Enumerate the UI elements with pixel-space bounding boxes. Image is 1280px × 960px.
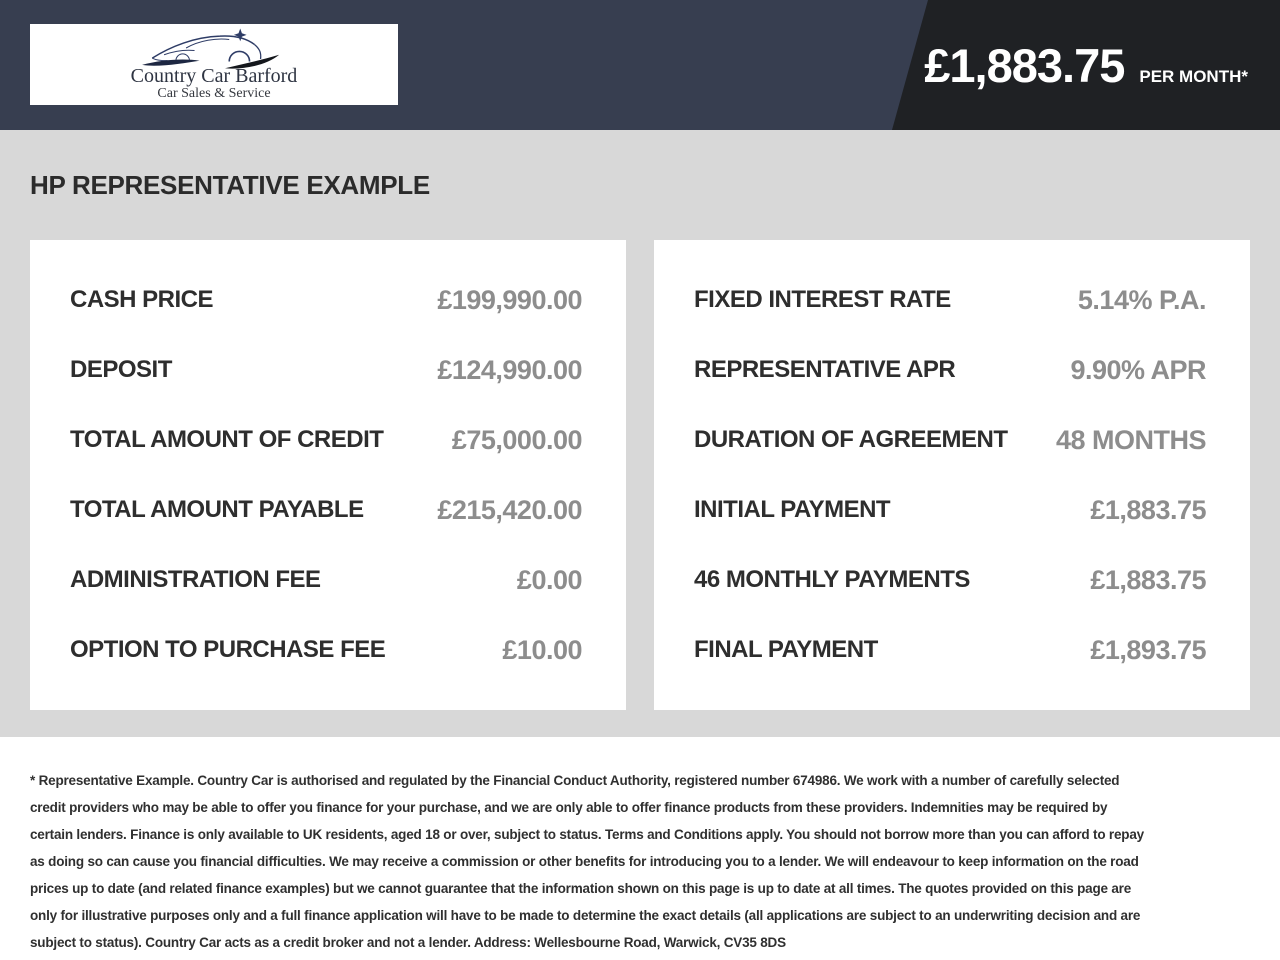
footer	[0, 737, 1280, 960]
row-value: 5.14% P.A.	[1077, 284, 1206, 315]
dealer-tagline: Car Sales & Service	[157, 86, 271, 101]
row-value: £0.00	[516, 564, 582, 595]
table-row	[654, 405, 1250, 475]
row-label: CASH PRICE	[70, 286, 214, 313]
representative-example-section	[0, 130, 1280, 737]
table-row	[30, 405, 626, 475]
monthly-price-suffix: PER MONTH*	[1139, 66, 1248, 86]
dealer-logo[interactable]	[30, 24, 398, 105]
table-row	[654, 475, 1250, 545]
row-label: REPRESENTATIVE APR	[694, 356, 956, 383]
finance-panel-right	[654, 240, 1250, 710]
row-value: £10.00	[502, 634, 582, 665]
row-value: 9.90% APR	[1070, 354, 1206, 385]
disclaimer-text: * Representative Example. Country Car is authorised and regulated by the Financial Conduct Authority, registered number 674986. We work with a number of carefully selected credit providers who may be able to offer you finance for your purchase, and we are only able to offer finance products from these providers. Indemnities may be required by certain lenders. Finance is only available to UK residents, aged 18 or over, subject to status. Terms and Conditions apply. You should not borrow more than you can afford to repay as doing so can cause you financial difficulties. We may receive a commission or other benefits for introducing you to a lender. We will endeavour to keep information on the road prices up to date (and related finance examples) but we cannot guarantee that the information shown on this page is up to date at all times. The quotes provided on this page are only for illustrative purposes only and a full finance application will have to be made to determine the exact details (all applications are subject to an underwriting decision and are subject to status). Country Car acts as a credit broker and not a lender. Address: Wellesbourne Road, Warwick, CV35 8DS	[30, 773, 1144, 950]
monthly-price-banner	[924, 0, 1248, 130]
table-row	[30, 265, 626, 335]
car-logo-icon	[129, 26, 299, 70]
table-row	[30, 615, 626, 685]
monthly-price: £1,883.75	[924, 38, 1125, 92]
page-title: HP REPRESENTATIVE EXAMPLE	[30, 170, 430, 200]
row-value: £1,883.75	[1090, 494, 1206, 525]
row-label: INITIAL PAYMENT	[694, 496, 891, 523]
row-label: 46 MONTHLY PAYMENTS	[694, 566, 970, 593]
row-label: FIXED INTEREST RATE	[694, 286, 951, 313]
row-value: £124,990.00	[437, 354, 582, 385]
row-value: £199,990.00	[437, 284, 582, 315]
table-row	[654, 265, 1250, 335]
table-row	[30, 335, 626, 405]
row-value: £1,893.75	[1090, 634, 1206, 665]
finance-panel-left	[30, 240, 626, 710]
table-row	[654, 615, 1250, 685]
row-label: TOTAL AMOUNT PAYABLE	[70, 496, 364, 523]
finance-panels	[30, 240, 1250, 710]
table-row	[30, 545, 626, 615]
page-header	[0, 0, 1280, 130]
row-label: TOTAL AMOUNT OF CREDIT	[70, 426, 384, 453]
row-label: FINAL PAYMENT	[694, 636, 878, 663]
row-value: £1,883.75	[1090, 564, 1206, 595]
row-value: 48 MONTHS	[1055, 424, 1206, 455]
table-row	[30, 475, 626, 545]
row-label: ADMINISTRATION FEE	[70, 566, 321, 593]
dealer-name: Country Car Barford	[130, 65, 298, 87]
row-label: DEPOSIT	[70, 356, 172, 383]
table-row	[654, 335, 1250, 405]
row-value: £75,000.00	[451, 424, 582, 455]
table-row	[654, 545, 1250, 615]
row-label: OPTION TO PURCHASE FEE	[70, 636, 386, 663]
row-value: £215,420.00	[437, 494, 582, 525]
row-label: DURATION OF AGREEMENT	[694, 426, 1008, 453]
